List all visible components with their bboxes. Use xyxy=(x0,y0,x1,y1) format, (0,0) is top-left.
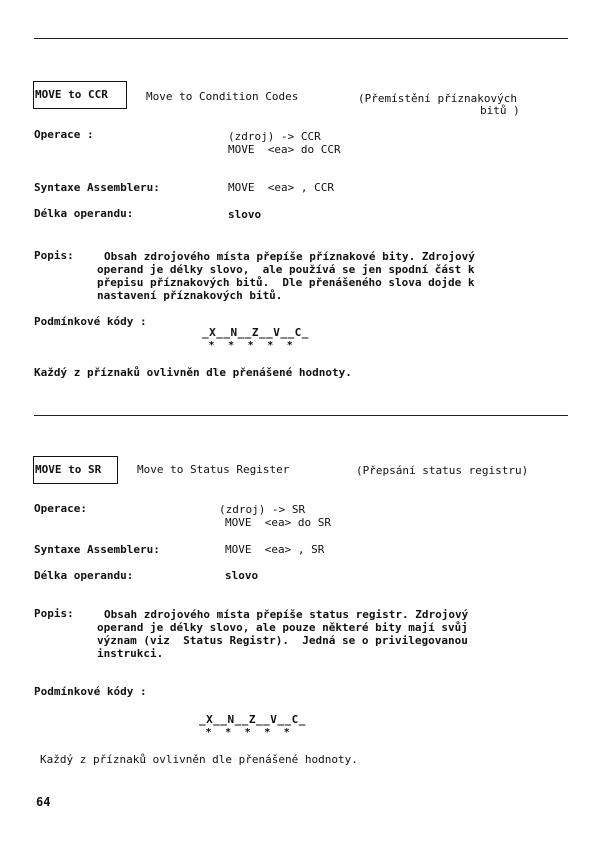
operace-line-2: MOVE <ea> do SR xyxy=(225,516,331,529)
instruction-box-move-to-sr xyxy=(33,456,118,484)
podminkove-label: Podmínkové kódy : xyxy=(34,315,147,328)
popis-line-1: Obsah zdrojového místa přepíše status registr. Zdrojový xyxy=(104,608,469,621)
popis-line-4: instrukci. xyxy=(97,647,164,660)
popis-line-4: nastavení příznakových bitů. xyxy=(97,289,283,302)
condition-flag-marks: * * * * * xyxy=(202,340,300,351)
instruction-box-label: MOVE to CCR xyxy=(35,88,108,101)
operace-label: Operace: xyxy=(34,502,87,515)
operace-line-1: (zdroj) -> SR xyxy=(219,503,306,516)
popis-line-1: Obsah zdrojového místa přepíše příznakové bity. Zdrojový xyxy=(104,250,475,263)
delka-label: Délka operandu: xyxy=(34,207,134,220)
instruction-title: Move to Status Register xyxy=(137,463,290,476)
operace-line-2: MOVE <ea> do CCR xyxy=(228,143,341,156)
delka-label: Délka operandu: xyxy=(34,569,134,582)
instruction-box-move-to-ccr xyxy=(33,81,127,109)
instruction-box-label: MOVE to SR xyxy=(35,463,102,476)
syntax-label: Syntaxe Assembleru: xyxy=(34,543,160,556)
condition-flags: _X__N__Z__V__C_ xyxy=(199,713,306,726)
instruction-subtitle: (Přepsání status registru) xyxy=(356,464,529,477)
popis-line-3: přepisu příznakových bitů. Dle přenášeného slova dojde k xyxy=(97,276,475,289)
flags-footer: Každý z příznaků ovlivněn dle přenášené hodnoty. xyxy=(40,753,358,766)
delka-value: slovo xyxy=(225,569,259,582)
syntax-label: Syntaxe Assembleru: xyxy=(34,181,160,194)
condition-flags: _X__N__Z__V__C_ xyxy=(202,326,309,339)
instruction-subtitle-cont: bitů ) xyxy=(480,104,520,117)
condition-flag-marks: * * * * * xyxy=(199,727,297,738)
syntax-value: MOVE <ea> , CCR xyxy=(228,181,334,194)
operace-line-1: (zdroj) -> CCR xyxy=(228,130,321,143)
popis-line-3: význam (viz Status Registr). Jedná se o privilegovanou xyxy=(97,634,468,647)
top-rule xyxy=(34,38,568,39)
instruction-title: Move to Condition Codes xyxy=(146,90,299,103)
syntax-value: MOVE <ea> , SR xyxy=(225,543,325,556)
flags-footer: Každý z příznaků ovlivněn dle přenášené hodnoty. xyxy=(34,366,352,379)
popis-label: Popis: xyxy=(34,249,74,262)
podminkove-label: Podmínkové kódy : xyxy=(34,685,147,698)
page-number: 64 xyxy=(36,795,51,809)
popis-line-2: operand je délky slovo, ale používá se jen spodní část k xyxy=(97,263,475,276)
instruction-subtitle: (Přemístění příznakových xyxy=(358,92,517,105)
delka-value: slovo xyxy=(228,208,262,221)
popis-label: Popis: xyxy=(34,607,74,620)
popis-line-2: operand je délky slovo, ale pouze některé bity mají svůj xyxy=(97,621,468,634)
operace-label: Operace : xyxy=(34,128,94,141)
section-divider xyxy=(34,415,568,416)
